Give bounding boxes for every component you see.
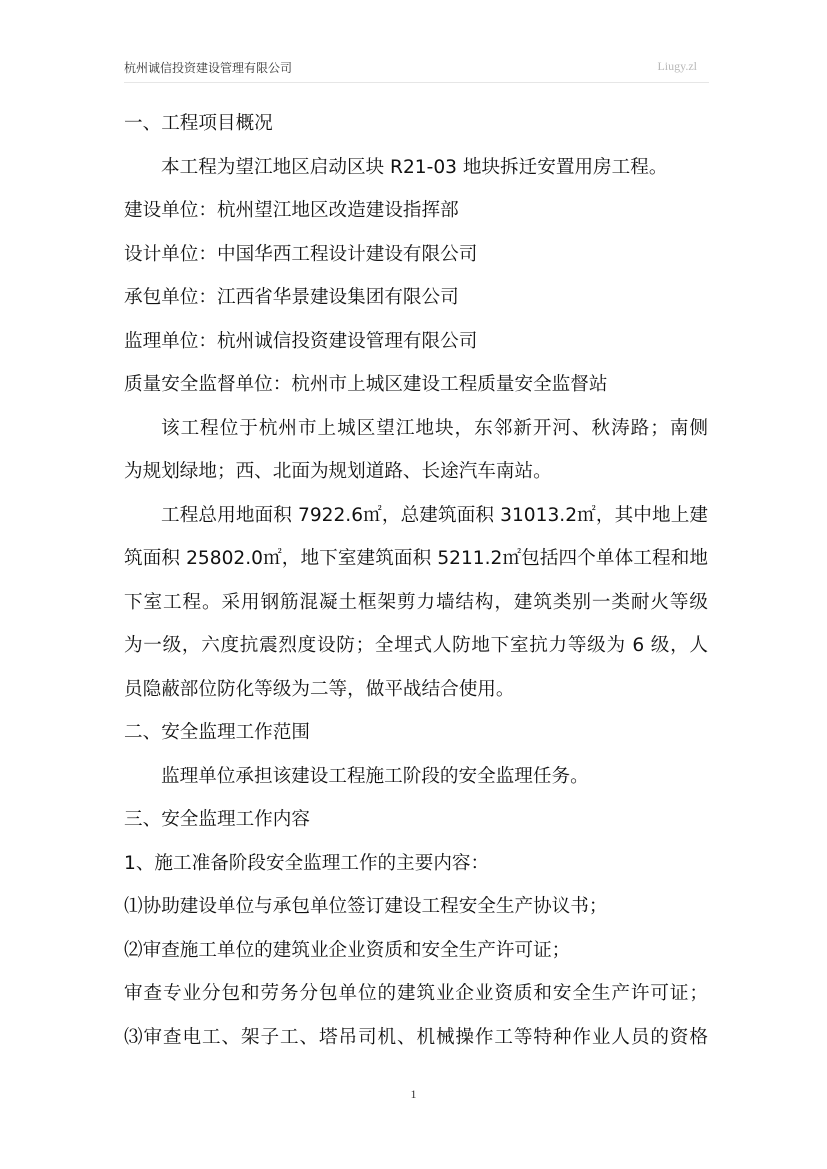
list-item: 审查专业分包和劳务分包单位的建筑业企业资质和安全生产许可证；: [124, 983, 708, 1004]
document-body: [124, 108, 708, 1065]
subsection-heading: 1、施工准备阶段安全监理工作的主要内容：: [124, 852, 490, 874]
info-line: 质量安全监督单位：杭州市上城区建设工程质量安全监督站: [124, 374, 608, 395]
info-line: 承包单位：江西省华景建设集团有限公司: [124, 287, 459, 308]
page-number: 1: [410, 1087, 417, 1101]
list-item: ⑴协助建设单位与承包单位签订建设工程安全生产协议书；: [124, 896, 608, 917]
section-heading: 二、安全监理工作范围: [124, 722, 310, 743]
section-heading: 三、安全监理工作内容: [124, 809, 310, 830]
paragraph-line: 为一级，六度抗震烈度设防；全埋式人防地下室抗力等级为 6 级，人: [124, 635, 708, 656]
header-company: 杭州诚信投资建设管理有限公司: [124, 61, 293, 75]
header-code: Liugy.zl: [657, 59, 697, 73]
list-item: ⑶审查电工、架子工、塔吊司机、机械操作工等特种作业人员的资格: [124, 1026, 708, 1048]
paragraph-line: 为规划绿地；西、北面为规划道路、长途汽车南站。: [124, 461, 552, 482]
paragraph-line: 本工程为望江地区启动区块 R21-03 地块拆迁安置用房工程。: [161, 156, 668, 178]
paragraph-line: 该工程位于杭州市上城区望江地块，东邻新开河、秋涛路；南侧: [161, 417, 708, 439]
section-heading: 一、工程项目概况: [124, 113, 273, 134]
paragraph-line: 筑面积 25802.0㎡，地下室建筑面积 5211.2㎡包括四个单体工程和地: [124, 548, 708, 569]
paragraph-line: 员隐蔽部位防化等级为二等，做平战结合使用。: [124, 678, 515, 700]
paragraph-line: 下室工程。采用钢筋混凝土框架剪力墙结构，建筑类别一类耐火等级: [124, 591, 708, 613]
info-line: 监理单位：杭州诚信投资建设管理有限公司: [124, 330, 478, 352]
list-item: ⑵审查施工单位的建筑业企业资质和安全生产许可证；: [124, 939, 571, 961]
paragraph-line: 监理单位承担该建设工程施工阶段的安全监理任务。: [161, 765, 589, 787]
info-line: 建设单位：杭州望江地区改造建设指挥部: [124, 200, 459, 221]
header-divider: [124, 82, 709, 83]
paragraph-line: 工程总用地面积 7922.6㎡，总建筑面积 31013.2㎡，其中地上建: [161, 504, 708, 526]
info-line: 设计单位：中国华西工程设计建设有限公司: [124, 243, 478, 265]
